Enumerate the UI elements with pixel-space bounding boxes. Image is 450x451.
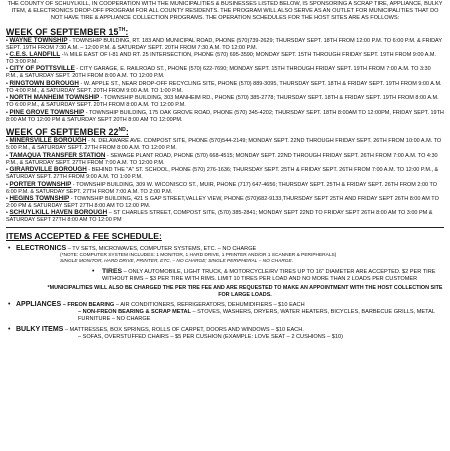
entry-pine-grove-township: • PINE GROVE TOWNSHIP - TOWNSHIP BUILDING, 175 OAK GROVE ROAD, PHONE (570) 345-4202; THURSDAY SEPT. 18TH 8:00AM TO 12:00PM, FRIDAY SEPT. 19TH 8:00 AM TO 12:00 PM & SATURDAY SEPT 20TH 8:00 AM TO 12:00PM. bbox=[6, 108, 444, 123]
entry-text: – ST CHARLES STREET, COMPOST SITE, (570) 385-2841; MONDAY SEPT 22ND TO FRIDAY SEPT 26TH 8:00 AM TO 3:00 PM & SATURDAY SEPT 27TH 8:00 AM TO 12:00 PM bbox=[6, 210, 433, 224]
entry-name: PORTER TOWNSHIP bbox=[9, 180, 72, 188]
tires-item bbox=[6, 268, 444, 283]
entry-minersville-borough: • MINERSVILLE BOROUGH - N. DELAWARE AVE. COMPOST SITE, PHONE (570)544-2149; MONDAY SEPT. 22ND THROUGH FRIDAY SEPT. 26TH FROM 10:00 A.M. TO 5:00 P.M., & SATURDAY SEPT. 27TH FROM 8:00 A.M. TO 12:00 P.M. bbox=[6, 137, 442, 152]
week-1-title: WEEK OF SEPTEMBER 15 bbox=[6, 26, 119, 37]
entry-text: - TOWNSHIP BUILDING, 175 OAK GROVE ROAD, PHONE (570) 345-4202; THURSDAY SEPT. 18TH 8:00AM TO 12:00PM, FRIDAY SEPT. 19TH 8:00 AM TO 12:00 PM & SATURDAY SEPT 20TH 8:00 AM TO 12:00PM. bbox=[6, 109, 444, 123]
entry-text: - SEWAGE PLANT ROAD, PHONE (570) 668-4515; MONDAY SEPT. 22ND THROUGH FRIDAY SEPT. 26TH FROM 7:00 A.M. TO 4:30 P.M., & SATURDAY SEPT. 27TH FROM 7:00 A.M. TO 12:00 P.M. bbox=[6, 152, 438, 166]
entry-text: - N. DELAWARE AVE. COMPOST SITE, PHONE (570)544-2149; MONDAY SEPT. 22ND THROUGH FRIDAY SEPT. 26TH FROM 10:00 A.M. TO 5:00 P.M., & SATURDAY SEPT. 27TH FROM 8:00 A.M. TO 12:00 P.M. bbox=[6, 138, 442, 152]
entry-name: WAYNE TOWNSHIP bbox=[9, 36, 68, 44]
non-freon-row bbox=[16, 309, 444, 323]
appliances-item bbox=[6, 301, 444, 323]
entry-name: C.E.S. LANDFILL bbox=[9, 51, 61, 59]
entry-name: PINE GROVE TOWNSHIP bbox=[9, 108, 85, 116]
bulky-items-item bbox=[6, 326, 444, 341]
freon-label: – FREON BEARING bbox=[62, 302, 115, 309]
electronics-note-2: SINGLE MONITOR, HARD DRIVE, PRINTER, ETC. – NO CHARGE; SINGLE PERIPHERAL – NO CHARGE. bbox=[60, 259, 294, 265]
non-freon-text: – STOVES, WASHERS, DRYERS, WATER HEATERS, BICYCLES, BARBECUE GRILLS, METAL FURNITURE – NO CHARGE bbox=[78, 309, 435, 323]
non-freon-label: – NON-FREON BEARING & SCRAP METAL bbox=[78, 309, 191, 316]
bulky-items-row-2: – SOFAS, OVERSTUFFED CHAIRS – $5 PER CUSHION (EXAMPLE: LOVE SEAT – 2 CUSHIONS – $10) bbox=[78, 334, 343, 341]
section-divider bbox=[6, 227, 444, 228]
freon-text: – AIR CONDITIONERS, REFRIGERATORS, DEHUMIDIFIERS – $10 EACH bbox=[114, 302, 305, 309]
entry-name: HEGINS TOWNSHIP bbox=[9, 195, 70, 203]
electronics-item bbox=[6, 245, 444, 265]
entry-city-of-pottsville: • CITY OF POTTSVILLE - CITY GARAGE, E. RAILROAD ST., PHONE (570) 622-7690; MONDAY SEPT. 15TH THROUGH FRIDAY SEPT. 19TH FROM 7:00 A.M. TO 3:30 P.M., & SATURDAY SEPT. 20TH FROM 8:00 A.M. TO 12:00 P.M. bbox=[6, 65, 431, 80]
entry-porter-township: • PORTER TOWNSHIP - TOWNSHIP BUILDING, 309 W. WICONISCO ST., MUIR, PHONE (717) 647-4656; THURSDAY SEPT. 25TH & FRIDAY SEPT. 26TH FROM 2:00 TO 6:00 P.M. & SATURDAY SEPT. 27TH FROM 7:00 A.M. TO 2:00 P.M. bbox=[6, 180, 438, 195]
week-2-heading: WEEK OF SEPTEMBER 22ND: bbox=[6, 127, 129, 138]
entry-text: - TOWNSHIP BUILDING, 303 MANHEIM RD., PHONE (570) 385-2778; THURSDAY SEPT. 18TH & FRIDAY SEPT. 19TH FROM 8:00 A.M. TO 6:00 P.M., & SATURDAY SEPT. 20TH FROM 8:00 A.M. TO 12:00 P.M. bbox=[6, 95, 439, 109]
entry-text: - BEHIND THE "A" ST. SCHOOL, PHONE (570) 276-1636; THURSDAY SEPT. 25TH & FRIDAY SEPT. 26TH FROM 7:00 A.M. TO 12:00 P.M., & SATURDAY SEPT. 27TH FROM 9:00 A.M. TO 1:00 P.M. bbox=[6, 167, 439, 181]
electronics-note-1: (*NOTE: COMPUTER SYSTEM INCLUDES: 1 MONITOR, 1 HARD DRIVE, 1 PRINTER AND/OR 1 SCANNER & PERIPHERALS) bbox=[60, 253, 337, 259]
entry-text: - TOWNSHIP BUILDING, 421 S GAP STREET,VALLEY VIEW, PHONE (570)682-9133,THURSDAY SEPT 25TH AND FRIDAY SEPT 26TH 8:00 AM TO 2:00 PM & SATURDAY SEPT 27TH 8:00 AM TO 12:00 PM. bbox=[6, 196, 439, 209]
items-heading: ITEMS ACCEPTED & FEE SCHEDULE: bbox=[6, 231, 162, 242]
municipalities-note: *MUNICIPALITIES WILL ALSO BE CHARGED THE PER TIRE FEE AND ARE REQUESTED TO MAKE AN APPOINTMENT WITH THE HOST COLLECTION SITE FOR LARGE LOADS. bbox=[47, 285, 443, 298]
entry-text: -¼ MILE EAST OF I-81 AND RT. 25 INTERSECTION, PHONE (570) 695-3590; MONDAY SEPT. 15TH THROUGH FRIDAY SEPT. 19TH FROM 9:00 A.M. TO 3:00 P.M. bbox=[6, 52, 437, 65]
entry-text: - CITY GARAGE, E. RAILROAD ST., PHONE (570) 622-7690; MONDAY SEPT. 15TH THROUGH FRIDAY SEPT. 19TH FROM 7:00 A.M. TO 3:30 P.M., & SATURDAY SEPT. 20TH FROM 8:00 A.M. TO 12:00 P.M. bbox=[6, 66, 431, 80]
entry-girardville-borough: • GIRARDVILLE BOROUGH - BEHIND THE "A" ST. SCHOOL, PHONE (570) 276-1636; THURSDAY SEPT. 25TH & FRIDAY SEPT. 26TH FROM 7:00 A.M. TO 12:00 P.M., & SATURDAY SEPT. 27TH FROM 9:00 A.M. TO 1:00 P.M. bbox=[6, 166, 439, 181]
week-2-sup: ND bbox=[118, 127, 126, 134]
week-1-heading: WEEK OF SEPTEMBER 15TH: bbox=[6, 26, 129, 37]
entry-name: SCHUYLKILL HAVEN BOROUGH bbox=[9, 209, 108, 217]
bullet-icon: • bbox=[8, 245, 11, 253]
entry-name: GIRARDVILLE BOROUGH bbox=[9, 166, 87, 174]
bulky-items-label: BULKY ITEMS bbox=[16, 326, 64, 334]
entry-hegins-township: • HEGINS TOWNSHIP - TOWNSHIP BUILDING, 421 S GAP STREET,VALLEY VIEW, PHONE (570)682-9133,THURSDAY SEPT 25TH AND FRIDAY SEPT 26TH 8:00 AM TO 2:00 PM & SATURDAY SEPT 27TH 8:00 AM TO 12:00 PM. bbox=[6, 195, 439, 209]
entry-name: MINERSVILLE BOROUGH bbox=[9, 137, 87, 145]
intro-paragraph: THE COUNTY OF SCHUYLKILL, IN COOPERATION WITH THE MUNICIPALITIES & BUSINESSES LISTED BELOW, IS SPONSORING A SCRAP TIRE, APPLIANCE, BULKY ITEM, & ELECTRONICS DROP-OFF PROGRAM FOR ALL COUNTY RESIDENTS. THE PROGRAM WILL ALSO SERVE AS AN OUTLET FOR MUNICIPALITIES THAT DO NOT HAVE TIRE & APPLIANCE COLLECTION PROGRAMS. THE OPERATION SCHEDULES FOR THE HOST SITES ARE AS FOLLOWS: bbox=[7, 1, 443, 22]
entry-north-manheim-township: • NORTH MANHEIM TOWNSHIP - TOWNSHIP BUILDING, 303 MANHEIM RD., PHONE (570) 385-2778; THURSDAY SEPT. 18TH & FRIDAY SEPT. 19TH FROM 8:00 A.M. TO 6:00 P.M., & SATURDAY SEPT. 20TH FROM 8:00 A.M. TO 12:00 P.M. bbox=[6, 94, 439, 109]
entry-wayne-township: • WAYNE TOWNSHIP - TOWNSHIP BUILDING, RT. 183 AND MUNICIPAL ROAD, PHONE (570)739-2629; THURSDAY SEPT. 18TH FROM 12:00 P.M. TO 6:00 P.M. & FRIDAY SEPT. 19TH FROM 7:30 A.M. – 12:00 P.M. & SATURDAY SEPT. 20TH FROM 7:30 A.M. TO 12:00 P.M. bbox=[6, 36, 442, 51]
entry-name: RINGTOWN BOROUGH bbox=[9, 79, 79, 87]
entry-ringtown-borough: • RINGTOWN BOROUGH - W. APPLE ST., NEAR DROP-OFF RECYCLING SITE, PHONE (570) 889-3095, THURSDAY SEPT. 18TH & FRIDAY SEPT. 19TH FROM 9:00 A.M. TO 4:00 P.M., & SATURDAY SEPT. 20TH FROM 9:00 A.M. TO 1:00 P.M. bbox=[6, 79, 442, 94]
bullet-icon: • bbox=[8, 326, 11, 334]
entry-name: NORTH MANHEIM TOWNSHIP bbox=[9, 94, 100, 102]
entry-schuylkill-haven-borough: • SCHUYLKILL HAVEN BOROUGH – ST CHARLES STREET, COMPOST SITE, (570) 385-2841; MONDAY SEPT 22ND TO FRIDAY SEPT 26TH 8:00 AM TO 3:00 PM & SATURDAY SEPT 27TH 8:00 AM TO 12:00 PM bbox=[6, 209, 433, 224]
entry-text: - W. APPLE ST., NEAR DROP-OFF RECYCLING SITE, PHONE (570) 889-3095, THURSDAY SEPT. 18TH & FRIDAY SEPT. 19TH FROM 9:00 A.M. TO 4:00 P.M., & SATURDAY SEPT. 20TH FROM 9:00 A.M. TO 1:00 P.M. bbox=[6, 80, 442, 94]
bullet-icon: • bbox=[92, 268, 95, 276]
tires-label: TIRES bbox=[102, 268, 123, 276]
electronics-label: ELECTRONICS bbox=[16, 245, 67, 253]
electronics-text: – TV SETS, MICROWAVES, COMPUTER SYSTEMS, ETC. – NO CHARGE bbox=[66, 246, 257, 253]
week-1-sup: TH bbox=[118, 26, 126, 33]
bullet-icon: • bbox=[8, 301, 11, 309]
entry-name: TAMAQUA TRANSFER STATION bbox=[9, 151, 106, 159]
entry-tamaqua-transfer-station: • TAMAQUA TRANSFER STATION - SEWAGE PLANT ROAD, PHONE (570) 668-4515; MONDAY SEPT. 22ND THROUGH FRIDAY SEPT. 26TH FROM 7:00 A.M. TO 4:30 P.M., & SATURDAY SEPT. 27TH FROM 7:00 A.M. TO 12:00 P.M. bbox=[6, 151, 438, 166]
bulky-items-text: – MATTRESSES, BOX SPRINGS, ROLLS OF CARPET, DOORS AND WINDOWS – $10 EACH. bbox=[63, 327, 304, 334]
document-page bbox=[0, 1, 450, 451]
entry-ces-landfill: • C.E.S. LANDFILL -¼ MILE EAST OF I-81 AND RT. 25 INTERSECTION, PHONE (570) 695-3590; MONDAY SEPT. 15TH THROUGH FRIDAY SEPT. 19TH FROM 9:00 A.M. TO 3:00 P.M. bbox=[6, 51, 437, 65]
week-2-title: WEEK OF SEPTEMBER 22 bbox=[6, 127, 119, 138]
entry-text: - TOWNSHIP BUILDING, 309 W. WICONISCO ST., MUIR, PHONE (717) 647-4656; THURSDAY SEPT. 25TH & FRIDAY SEPT. 26TH FROM 2:00 TO 6:00 P.M. & SATURDAY SEPT. 27TH FROM 7:00 A.M. TO 2:00 P.M. bbox=[6, 181, 438, 195]
entry-text: - TOWNSHIP BUILDING, RT. 183 AND MUNICIPAL ROAD, PHONE (570)739-2629; THURSDAY SEPT. 18TH FROM 12:00 P.M. TO 6:00 P.M. & FRIDAY SEPT. 19TH FROM 7:30 A.M. – 12:00 P.M. & SATURDAY SEPT. 20TH FROM 7:30 A.M. TO 12:00 P.M. bbox=[6, 37, 442, 51]
appliances-label: APPLIANCES bbox=[16, 301, 62, 309]
tires-text: – ONLY AUTOMOBILE, LIGHT TRUCK, & MOTORCYCLE/RV TIRES UP TO 16" DIAMETER ARE ACCEPTED. $2 PER TIRE WITHOUT RIMS – $3 PER TIRE WITH RIMS. LIMIT 10 TIRES PER LOAD AND NO MORE THAN 2 LOADS PER CUSTOMER bbox=[102, 269, 436, 283]
entry-name: CITY OF POTTSVILLE bbox=[9, 65, 75, 73]
